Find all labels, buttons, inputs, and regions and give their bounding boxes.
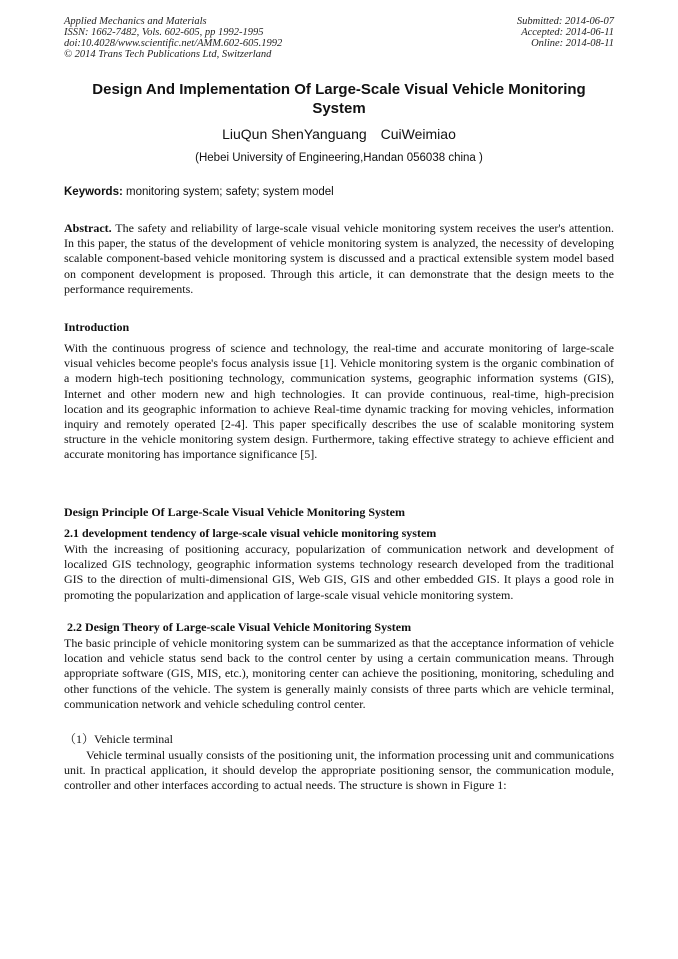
keywords-text: monitoring system; safety; system model xyxy=(126,186,334,198)
paper-title: Design And Implementation Of Large-Scale Visual Vehicle Monitoring System xyxy=(92,81,586,117)
section-2-2-heading: 2.2 Design Theory of Large-scale Visual Vehicle Monitoring System xyxy=(67,620,412,634)
submitted-date: Submitted: 2014-06-07 xyxy=(516,16,614,27)
affiliation: (Hebei University of Engineering,Handan 056038 china ) xyxy=(195,152,483,164)
design-principle-heading: Design Principle Of Large-Scale Visual Vehicle Monitoring System xyxy=(64,505,405,519)
keywords-label: Keywords: xyxy=(64,186,123,198)
vehicle-terminal-heading: （1）Vehicle terminal xyxy=(64,732,173,746)
keywords xyxy=(64,185,614,199)
introduction-paragraph: With the continuous progress of science and technology, the real-time and accurate monitoring of large-scale visual vehicles become people's focus analysis issue [1]. Vehicle monitoring system is the organic combination of a modern high-tech positioning technology, communication systems, geographic information systems (GIS), Internet and other modern new and high technologies. It can provide continuous, real-time, high-precision location and its geographic information to achieve Real-time dynamic tracking for moving vehicles, information inquiry and remotely operated [2-4]. This paper specifically describes the use of scalable monitoring system structure in the vehicle monitoring system design. Furthermore, taking effective strategy to achieve efficient and accurate monitoring has importance significance [5]. xyxy=(64,341,614,462)
journal-name: Applied Mechanics and Materials xyxy=(64,16,207,27)
abstract xyxy=(64,221,614,297)
online-date: Online: 2014-08-11 xyxy=(531,38,614,49)
submission-dates xyxy=(517,16,614,49)
author-2: CuiWeimiao xyxy=(380,126,456,142)
section-2-2-paragraph: The basic principle of vehicle monitoring system can be summarized as that the acceptance information of vehicle location and vehicle status send back to the control center by using a certain communication means. Through appropriate software (GIS, MIS, etc.), monitoring center can achieve the positioning, monitoring, scheduling and other functions of the vehicle. The system is generally mainly consists of three parts which are vehicle terminal, communication network and vehicle scheduling control center. xyxy=(64,636,614,711)
section-2-1-paragraph: With the increasing of positioning accuracy, popularization of communication network and development of localized GIS technology, geographic information systems technology research developed from the traditional GIS to the direction of multi-dimensional GIS, Web GIS, GIS and other embedded GIS. It plays a good role in promoting the popularization and application of large-scale visual vehicle monitoring system. xyxy=(64,542,614,602)
doi-line: doi:10.4028/www.scientific.net/AMM.602-605.1992 xyxy=(64,38,283,49)
abstract-label: Abstract. xyxy=(64,221,112,235)
issn-line: ISSN: 1662-7482, Vols. 602-605, pp 1992-1995 xyxy=(64,27,264,38)
introduction-heading: Introduction xyxy=(64,320,130,334)
author-list xyxy=(64,126,614,143)
section-2-1-heading: 2.1 development tendency of large-scale visual vehicle monitoring system xyxy=(64,526,437,540)
abstract-text: The safety and reliability of large-scale visual vehicle monitoring system receives the user's attention. In this paper, the status of the development of vehicle monitoring system is analyzed, the necessity of developing scalable component-based vehicle monitoring system is discussed and a practical extensible system model based on component development is proposed. Through this article, it can demonstrate that the design meets to the performance requirements. xyxy=(64,221,614,296)
journal-info xyxy=(64,16,282,60)
author-1: LiuQun ShenYanguang xyxy=(222,126,367,142)
accepted-date: Accepted: 2014-06-11 xyxy=(521,27,614,38)
vehicle-terminal-paragraph: Vehicle terminal usually consists of the positioning unit, the information processing unit and communications unit. In practical application, it should develop the appropriate positioning sensor, the communication module, controller and other interfaces according to actual needs. The structure is shown in Figure 1: xyxy=(64,748,614,793)
copyright-line: © 2014 Trans Tech Publications Ltd, Switzerland xyxy=(64,49,272,60)
